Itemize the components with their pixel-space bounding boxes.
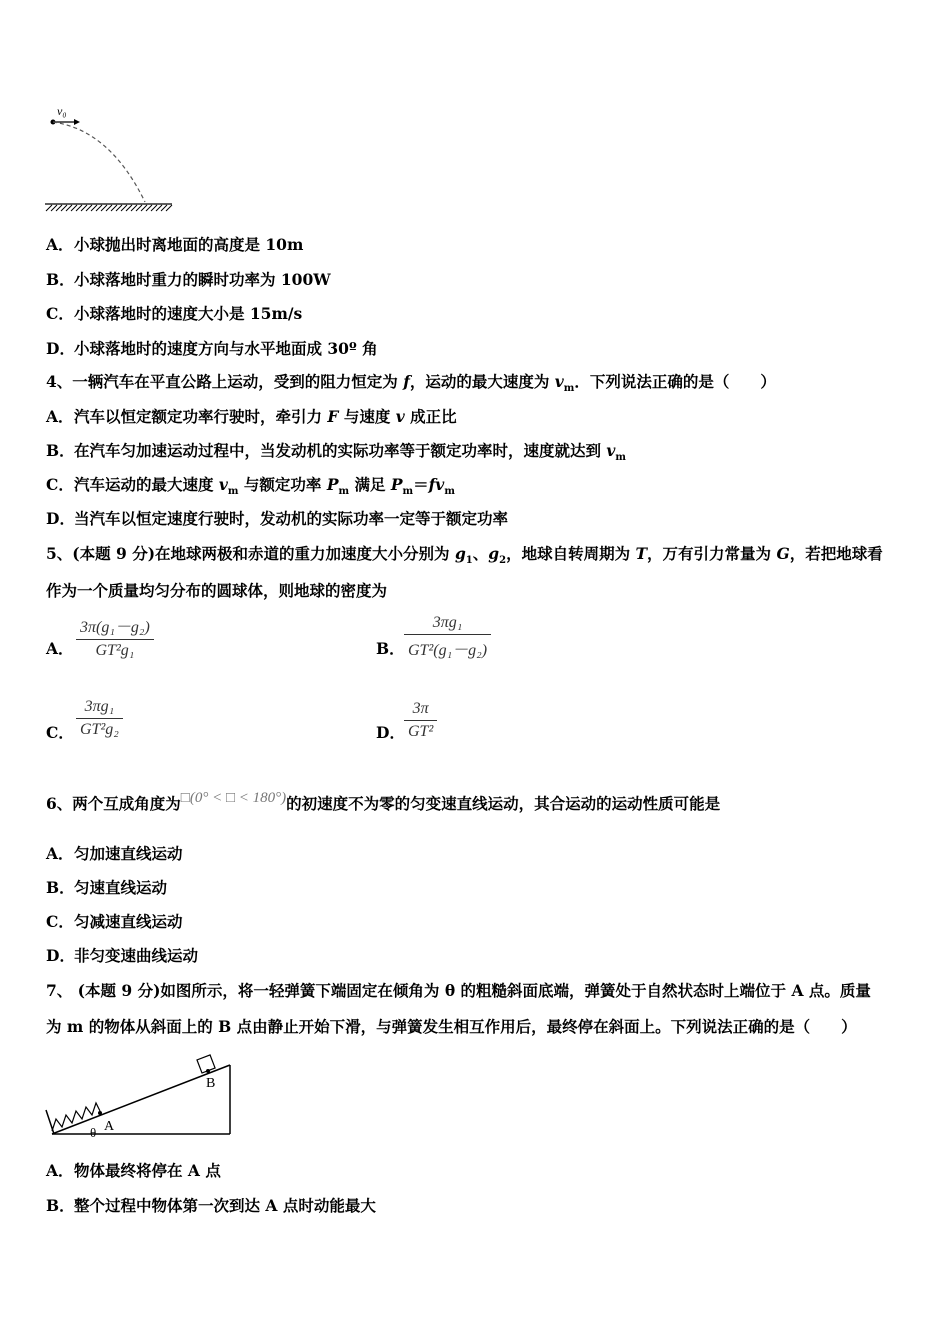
q7-stem-line1: 7、 (本题 9 分)如图所示，将一轻弹簧下端固定在倾角为 θ 的粗糙斜面底端，弹簧处于自然状态时上端位于 A 点。质量 — [46, 981, 871, 1000]
option-text: 小球落地时的速度大小是 15m/s — [74, 304, 303, 323]
q4-stem: 4、一辆汽车在平直公路上运动，受到的阻力恒定为 f，运动的最大速度为 $v_m$．下列说法正确的是（ ） — [46, 372, 776, 395]
q7-option-b: B．整个过程中物体第一次到达 A 点时动能最大 — [46, 1196, 376, 1215]
point-a-dot — [98, 1111, 102, 1115]
q5-option-d-letter: D． — [376, 723, 405, 742]
point-b-dot — [206, 1069, 210, 1073]
q5-option-d-fraction: $\frac{3\pi}{\text{GT²}}$ — [404, 700, 437, 741]
q3-option-c — [46, 304, 302, 324]
q5-option-b-fraction: $\frac{\text{3πg₁}}{\text{GT²(g₁－g₂)}}$ — [404, 614, 491, 660]
arrow-head — [74, 119, 80, 125]
q6-option-a: A．匀加速直线运动 — [46, 844, 183, 863]
q3-option-b — [46, 270, 331, 290]
q6-stem: 6、两个互成角度为□(0° < □ < 180°)的初速度不为零的匀变速直线运动，其合运动的运动性质可能是 — [46, 790, 721, 813]
q7-stem-line2: 为 m 的物体从斜面上的 B 点由静止开始下滑，与弹簧发生相互作用后，最终停在斜面上。下列说法正确的是（ ） — [46, 1017, 857, 1036]
option-text: 小球抛出时离地面的高度是 10m — [74, 235, 304, 254]
option-letter: D． — [46, 339, 75, 358]
ground-hatching — [46, 205, 172, 211]
block — [197, 1055, 215, 1073]
theta-label: θ — [90, 1125, 97, 1140]
q4-option-d: D．当汽车以恒定速度行驶时，发动机的实际功率一定等于额定功率 — [46, 509, 509, 528]
q5-option-b-letter: B． — [376, 639, 405, 658]
q4-option-c: C．汽车运动的最大速度 $v_m$ 与额定功率 $P_m$ 满足 $P_m=fv_m$ — [46, 475, 455, 498]
projectile-figure — [40, 100, 180, 215]
trajectory-curve — [53, 122, 145, 202]
q5-stem-line2: 作为一个质量均匀分布的圆球体，则地球的密度为 — [46, 581, 388, 600]
q6-option-b: B．匀速直线运动 — [46, 878, 168, 897]
q5-option-a-fraction: $\frac{\text{3π(g₁－g₂)}}{\text{GT²g₁}}$ — [76, 614, 154, 660]
option-letter: C． — [46, 304, 74, 323]
q6-option-d: D．非匀变速曲线运动 — [46, 946, 199, 965]
q6-option-c: C．匀减速直线运动 — [46, 912, 183, 931]
q5-option-c-fraction: $\frac{\text{3πg₁}}{\text{GT²g₂}}$ — [76, 698, 123, 739]
point-a-label: A — [104, 1119, 115, 1134]
incline-figure — [40, 1045, 240, 1140]
q4-option-a: A．汽车以恒定额定功率行驶时，牵引力 F 与速度 v 成正比 — [46, 407, 457, 426]
q5-option-a-letter: A． — [46, 639, 74, 658]
q7-option-a: A．物体最终将停在 A 点 — [46, 1161, 221, 1180]
q4-option-b: B．在汽车匀加速运动过程中，当发动机的实际功率等于额定功率时，速度就达到 $v_m$ — [46, 441, 627, 464]
option-text: 小球落地时的速度方向与水平地面成 30º 角 — [74, 339, 378, 358]
option-letter: B． — [46, 270, 75, 289]
option-text: 小球落地时重力的瞬时功率为 100W — [74, 270, 331, 289]
v0-label: v₀ — [57, 104, 67, 118]
q5-stem-line1: 5、(本题 9 分)在地球两极和赤道的重力加速度大小分别为 $g_1$、$g_2$，地球自转周期为 T，万有引力常量为 G，若把地球看 — [46, 544, 883, 567]
option-letter: A． — [46, 235, 74, 254]
q5-option-c-letter: C． — [46, 723, 74, 742]
angle-range-math: □(0° < □ < 180°) — [180, 790, 287, 806]
point-b-label: B — [206, 1076, 216, 1091]
q3-option-d — [46, 339, 378, 359]
incline-slope — [52, 1065, 230, 1134]
q3-option-a — [46, 235, 303, 255]
